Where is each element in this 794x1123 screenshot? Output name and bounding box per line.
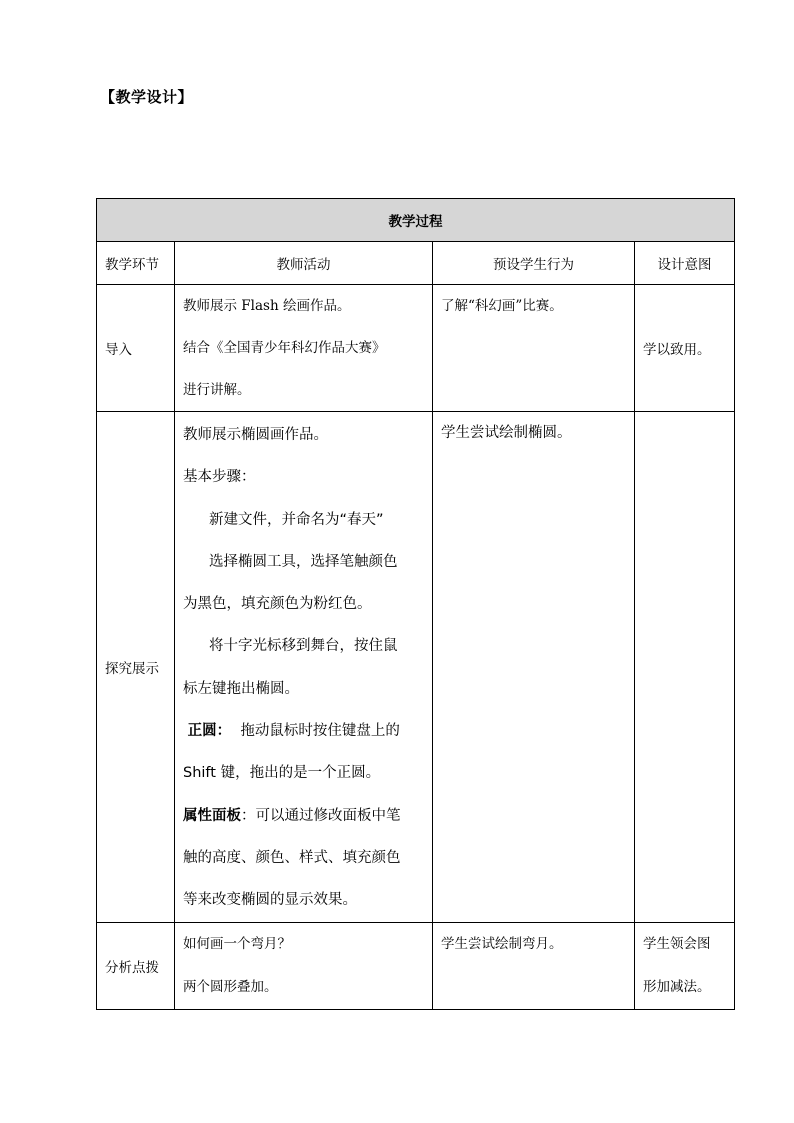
teacher-line: 结合《全国青少年科幻作品大赛》 — [183, 340, 386, 356]
table-header-row — [97, 242, 735, 285]
column-header-teacher: 教师活动 — [175, 242, 433, 285]
teacher-line: Shift 键，拖出的是一个正圆。 — [183, 765, 381, 782]
section-heading: 【教学设计】 — [100, 88, 194, 106]
table-row — [97, 412, 735, 923]
teacher-line: 基本步骤： — [183, 469, 256, 486]
bold-term: 属性面板 — [183, 807, 241, 824]
lesson-process-table — [96, 198, 735, 1010]
student-cell — [433, 922, 635, 1009]
teacher-line: 选择椭圆工具，选择笔触颜色 — [209, 553, 398, 570]
bold-term: 正圆： — [187, 723, 232, 740]
intent-cell — [635, 412, 735, 923]
student-line: 了解“科幻画”比赛。 — [441, 298, 563, 314]
intent-line: 形加减法。 — [643, 978, 711, 995]
column-header-intent: 设计意图 — [635, 242, 735, 285]
column-header-stage: 教学环节 — [97, 242, 175, 285]
student-line: 学生尝试绘制弯月。 — [441, 935, 563, 952]
teacher-line — [183, 795, 424, 837]
teacher-line: 等来改变椭圆的显示效果。 — [183, 892, 357, 909]
teacher-line: 如何画一个弯月？ — [183, 935, 291, 952]
teacher-line: 教师展示椭圆画作品。 — [183, 427, 328, 443]
table-row — [97, 285, 735, 412]
teacher-cell — [175, 412, 433, 923]
teacher-line: 新建文件，并命名为“春天” — [209, 511, 384, 528]
teacher-line: 两个圆形叠加。 — [183, 978, 278, 995]
student-line: 学生尝试绘制椭圆。 — [441, 425, 572, 441]
teacher-line — [183, 710, 424, 752]
teacher-line: 进行讲解。 — [183, 382, 251, 398]
stage-cell: 探究展示 — [97, 412, 175, 923]
intent-cell — [635, 922, 735, 1009]
teacher-cell — [175, 285, 433, 412]
teacher-line-text: ：可以通过修改面板中笔 — [241, 807, 401, 824]
column-header-student: 预设学生行为 — [433, 242, 635, 285]
teacher-line-text: 拖动鼠标时按住键盘上的 — [240, 723, 400, 740]
stage-cell: 分析点拨 — [97, 922, 175, 1009]
teacher-line: 标左键拖出椭圆。 — [183, 680, 299, 697]
student-cell — [433, 285, 635, 412]
table-row — [97, 922, 735, 1009]
teacher-line: 触的高度、颜色、样式、填充颜色 — [183, 849, 401, 866]
table-title-row — [97, 199, 735, 242]
intent-line: 学生领会图 — [643, 935, 711, 952]
teacher-line: 将十字光标移到舞台，按住鼠 — [209, 638, 398, 655]
teacher-line: 教师展示 Flash 绘画作品。 — [183, 298, 351, 314]
intent-cell: 学以致用。 — [635, 285, 735, 412]
table-title: 教学过程 — [97, 199, 735, 242]
teacher-cell — [175, 922, 433, 1009]
teacher-line: 为黑色，填充颜色为粉红色。 — [183, 596, 372, 613]
stage-cell: 导入 — [97, 285, 175, 412]
student-cell — [433, 412, 635, 923]
